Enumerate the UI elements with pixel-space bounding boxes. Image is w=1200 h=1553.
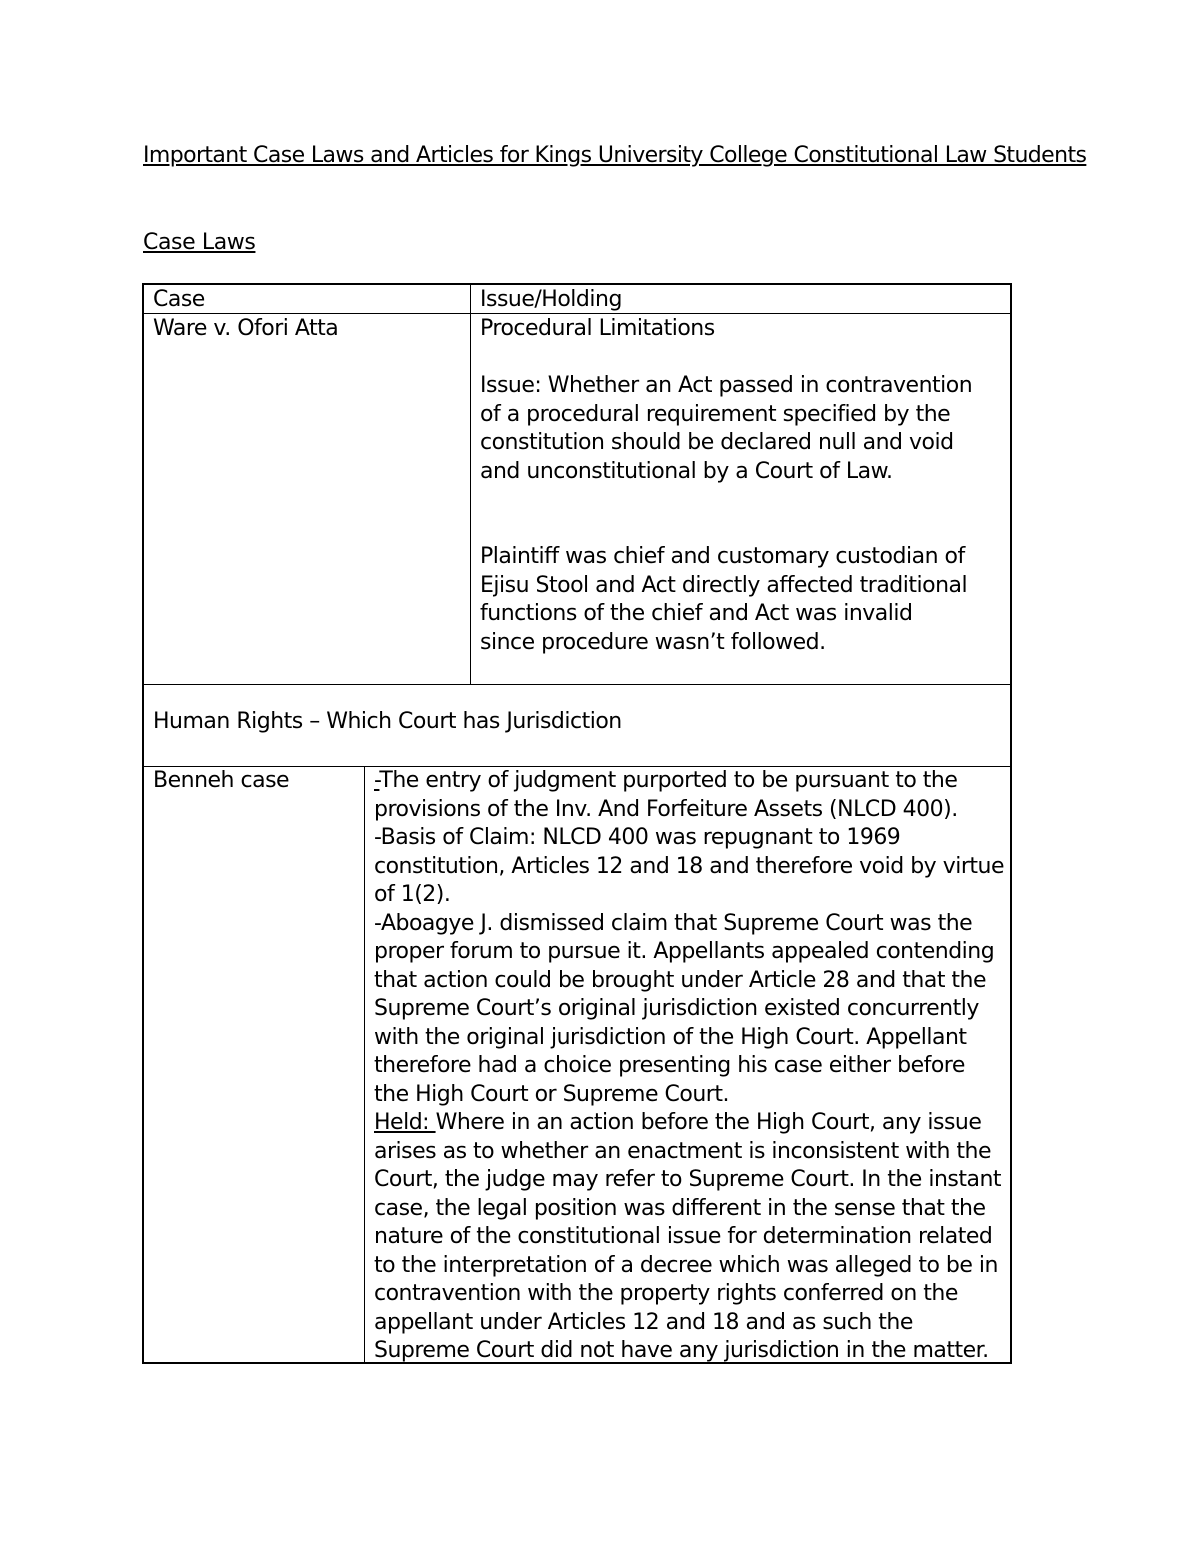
benneh-basis: -Basis of Claim: NLCD 400 was repugnant to 1969 constitution, Articles 12 and 18 and therefore void by virtue of 1(2).: [374, 825, 1004, 907]
ware-issue: Issue: Whether an Act passed in contravention of a procedural requirement specified by the constitution should be declared null and void and unconstitutional by a Court of Law.: [480, 373, 973, 484]
benneh-dismissal: -Aboagye J. dismissed claim that Supreme Court was the proper forum to pursue it. Appellants appealed contending that action could be brought under Article 28 and that the Supreme Court’s original jurisdiction existed concurrently with the original jurisdiction of the High Court. Appellant therefore had a choice presenting his case either before the High Court or Supreme Court.: [374, 910, 995, 1107]
table-border-left: [142, 283, 144, 1364]
section-heading-case-laws: Case Laws: [143, 230, 256, 255]
benneh-holding-cell: [365, 767, 1010, 1366]
benneh-entry-text: The entry of judgment purported to be pursuant to the provisions of the Inv. And Forfeiture Assets (NLCD 400).: [374, 768, 958, 822]
document-title: Important Case Laws and Articles for Kings University College Constitutional Law Students: [143, 143, 1087, 168]
table-border-top: [142, 283, 1012, 285]
benneh-held: [374, 1109, 1004, 1366]
ware-case-name: Ware v. Ofori Atta: [153, 316, 339, 341]
ware-row-divider: [142, 684, 1012, 685]
header-issue-holding: Issue/Holding: [480, 287, 622, 312]
table-border-right: [1010, 283, 1012, 1364]
ware-holding-cell: [471, 315, 1008, 657]
ware-topic: Procedural Limitations: [480, 316, 715, 341]
benneh-leading-dash: -: [374, 768, 380, 793]
benneh-held-label: Held:: [374, 1110, 436, 1135]
benneh-case-name: Benneh case: [153, 768, 290, 793]
section-row-human-rights: Human Rights – Which Court has Jurisdiction: [153, 709, 622, 734]
header-case: Case: [153, 287, 205, 312]
ware-facts: Plaintiff was chief and customary custodian of Ejisu Stool and Act directly affected traditional functions of the chief and Act was invalid since procedure wasn’t followed.: [480, 544, 968, 655]
benneh-held-text: Where in an action before the High Court, any issue arises as to whether an enactment is inconsistent with the Court, the judge may refer to Supreme Court. In the instant case, the legal position was different in the sense that the nature of the constitutional issue for determination related to the interpretation of a decree which was alleged to be in contravention with the property rights conferred on the appellant under Articles 12 and 18 and as such the Supreme Court did not have any jurisdiction in the matter.: [374, 1110, 1002, 1363]
benneh-entry: [374, 767, 1004, 824]
